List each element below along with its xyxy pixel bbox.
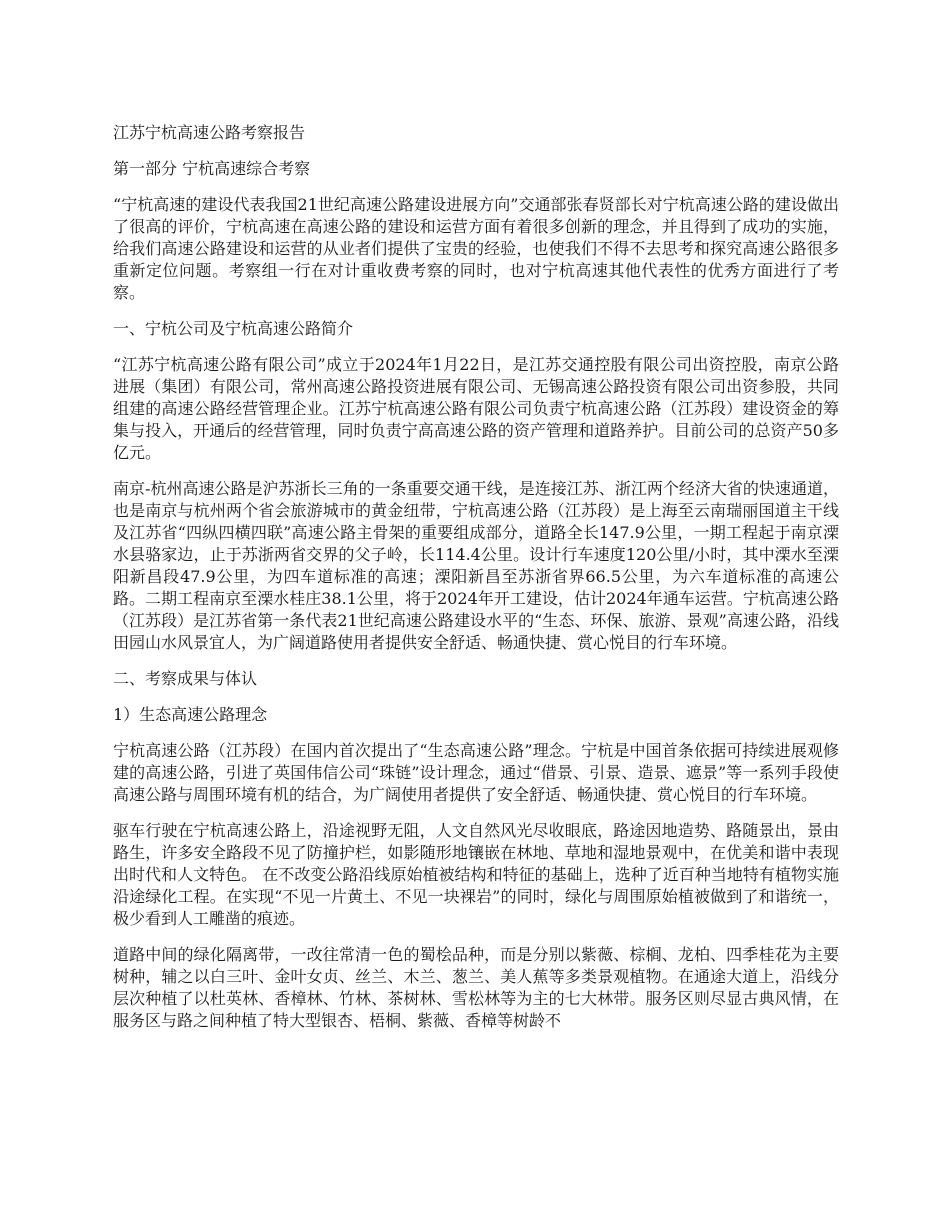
- document-page: [113, 122, 839, 1046]
- subsection1-paragraph-1: 宁杭高速公路（江苏段）在国内首次提出了“生态高速公路”理念。宁杭是中国首条依据可持续进展观修建的高速公路，引进了英国伟信公司“珠链”设计理念，通过“借景、引景、造景、遮景”等一系列手段使高速公路与周围环境有机的结合，为广阔使用者提供了安全舒适、畅通快捷、赏心悦目的行车环境。: [113, 741, 839, 804]
- intro-paragraph: “宁杭高速的建设代表我国21世纪高速公路建设进展方向”交通部张春贤部长对宁杭高速公路的建设做出了很高的评价，宁杭高速在高速公路的建设和运营方面有着很多创新的理念，并且得到了成功的实施，给我们高速公路建设和运营的从业者们提供了宝贵的经验，也使我们不得不去思考和探究高速公路很多重新定位问题。考察组一行在对计重收费考察的同时，也对宁杭高速其他代表性的优秀方面进行了考察。: [113, 195, 839, 302]
- section1-heading: 一、宁杭公司及宁杭高速公路简介: [113, 319, 354, 338]
- section2-heading: 二、考察成果与体认: [113, 669, 258, 688]
- section1-paragraph-2: 南京-杭州高速公路是沪苏浙长三角的一条重要交通干线，是连接江苏、浙江两个经济大省的快速通道，也是南京与杭州两个省会旅游城市的黄金纽带，宁杭高速公路（江苏段）是上海至云南瑞丽国道主干线及江苏省“四纵四横四联”高速公路主骨架的重要组成部分，道路全长147.9公里，一期工程起于南京溧水县骆家边，止于苏浙两省交界的父子岭，长114.4公里。设计行车速度120公里/小时，其中溧水至溧阳新昌段47.9公里，为四车道标准的高速；溧阳新昌至苏浙省界66.5公里，为六车道标准的高速公路。二期工程南京至溧水桂庄38.1公里，将于2024年开工建设，估计2024年通车运营。宁杭高速公路（江苏段）是江苏省第一条代表21世纪高速公路建设水平的“生态、环保、旅游、景观”高速公路，沿线田园山水风景宜人，为广阔道路使用者提供安全舒适、畅通快捷、赏心悦目的行车环境。: [113, 479, 839, 652]
- subsection1-paragraph-2: 驱车行驶在宁杭高速公路上，沿途视野无阻，人文自然风光尽收眼底，路途因地造势、路随景出，景由路生，许多安全路段不见了防撞护栏，如影随形地镶嵌在林地、草地和湿地景观中，在优美和谐中表现出时代和人文特色。 在不改变公路沿线原始植被结构和特征的基础上，选种了近百种当地特有植物实施沿途绿化工程。在实现“不见一片黄土、不见一块裸岩”的同时，绿化与周围原始植被做到了和谐统一，极少看到人工雕凿的痕迹。: [113, 821, 839, 928]
- subsection1-paragraph-3: 道路中间的绿化隔离带，一改往常清一色的蜀桧品种，而是分别以紫薇、棕榈、龙柏、四季桂花为主要树种，辅之以白三叶、金叶女贞、丝兰、木兰、葱兰、美人蕉等多类景观植物。在通途大道上，沿线分层次种植了以杜英林、香樟林、竹林、茶树林、雪松林等为主的七大林带。服务区则尽显古典风情，在服务区与路之间种植了特大型银杏、梧桐、紫薇、香樟等树龄不: [113, 945, 839, 1030]
- part1-heading: 第一部分 宁杭高速综合考察: [113, 159, 311, 178]
- document-title: 江苏宁杭高速公路考察报告: [113, 123, 306, 142]
- section1-paragraph-1: “江苏宁杭高速公路有限公司”成立于2024年1月22日，是江苏交通控股有限公司出资控股，南京公路进展（集团）有限公司，常州高速公路投资进展有限公司、无锡高速公路投资有限公司出资参股，共同组建的高速公路经营管理企业。江苏宁杭高速公路有限公司负责宁杭高速公路（江苏段）建设资金的筹集与投入，开通后的经营管理，同时负责宁高高速公路的资产管理和道路养护。目前公司的总资产50多亿元。: [113, 355, 839, 462]
- subsection1-heading: 1）生态高速公路理念: [113, 705, 268, 724]
